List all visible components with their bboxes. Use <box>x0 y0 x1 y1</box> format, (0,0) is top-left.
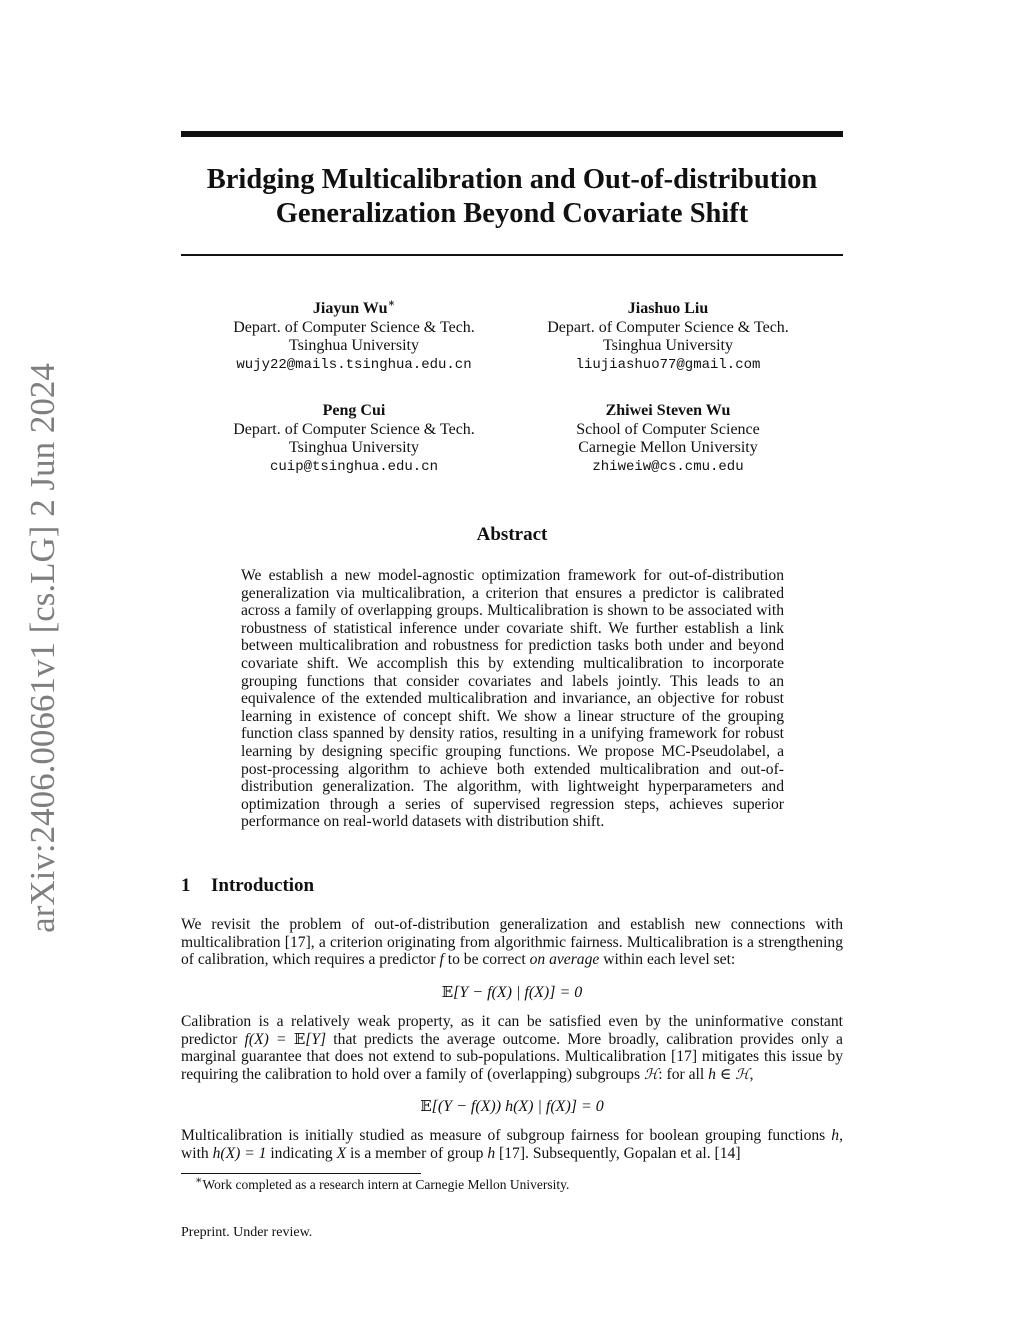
author-email: wujy22@mails.tsinghua.edu.cn <box>236 356 472 373</box>
author-affiliation: Depart. of Computer Science & Tech. <box>547 318 789 336</box>
author-block-1 <box>194 297 514 375</box>
section-heading <box>181 875 314 897</box>
footnote-mark: ∗ <box>195 1174 203 1187</box>
footnote-text: Work completed as a research intern at Carnegie Mellon University. <box>202 1177 570 1192</box>
preprint-notice: Preprint. Under review. <box>181 1225 313 1240</box>
abstract-text: We establish a new model-agnostic optimization framework for out-of-distribution generalization via multicalibration, a criterion that ensures a predictor is calibrated across a family of overlapping groups. Multicalibration is shown to be associated with robustness of statistical inference under covariate shift. We further establish a link between multicalibration and robustness for prediction tasks both under and beyond covariate shift. We accomplish this by extending multicalibration to incorporate grouping functions that consider covariates and labels jointly. This leads to an equivalence of the extended multicalibration and invariance, an objective for robust learning in existence of concept shift. We show a linear structure of the grouping function class spanned by density ratios, resulting in a unifying framework for robust learning by designing specific grouping functions. We propose MC-Pseudolabel, a post-processing algorithm to achieve both extended multicalibration and out-of-distribution generalization. The algorithm, with lightweight hyperparameters and optimization through a series of supervised regression steps, achieves superior performance on real-world datasets with distribution shift. <box>241 567 784 831</box>
equation-multicalibration: 𝔼[(Y − f(X)) h(X) | f(X)] = 0 <box>420 1097 604 1115</box>
footnote <box>195 1174 570 1193</box>
author-institution: Tsinghua University <box>289 337 419 354</box>
author-affiliation: Depart. of Computer Science & Tech. <box>233 318 475 336</box>
intro-paragraph-3: Multicalibration is initially studied as measure of subgroup fairness for boolean grouping functions h, with h(X) = 1 indicating X is a member of group h [17]. Subsequently, Gopalan et al. [14] <box>181 1127 843 1162</box>
author-affiliation: School of Computer Science <box>576 420 760 438</box>
title-line-1: Bridging Multicalibration and Out-of-distribution <box>206 164 818 195</box>
author-email: zhiweiw@cs.cmu.edu <box>592 458 744 475</box>
abstract-heading: Abstract <box>476 524 548 545</box>
author-institution: Tsinghua University <box>289 439 419 456</box>
author-institution: Carnegie Mellon University <box>578 439 758 456</box>
intro-paragraph-2: Calibration is a relatively weak property, as it can be satisfied even by the uninformative constant predictor f(X) = 𝔼[Y] that predicts the average outcome. More broadly, calibration provides only a marginal guarantee that does not extend to sub-populations. Multicalibration [17] mitigates this issue by requiring the calibration to hold over a family of (overlapping) subgroups ℋ: for all h ∈ ℋ, <box>181 1013 843 1083</box>
author-institution: Tsinghua University <box>603 337 733 354</box>
arxiv-identifier-stamp: arXiv:2406.00661v1 [cs.LG] 2 Jun 2024 <box>23 363 62 933</box>
paper-title <box>181 163 843 231</box>
equation-calibration: 𝔼[Y − f(X) | f(X)] = 0 <box>441 983 583 1001</box>
author-affiliation: Depart. of Computer Science & Tech. <box>233 420 475 438</box>
author-email: cuip@tsinghua.edu.cn <box>269 458 439 475</box>
author-block-2 <box>508 300 828 375</box>
title-line-2: Generalization Beyond Covariate Shift <box>275 198 749 229</box>
section-number: 1 <box>181 875 191 896</box>
author-name: Jiashuo Liu <box>627 300 709 317</box>
section-title: Introduction <box>211 875 315 896</box>
author-block-3 <box>194 402 514 477</box>
title-bottom-rule <box>181 254 843 256</box>
author-name: Zhiwei Steven Wu <box>605 402 731 419</box>
intro-paragraph-1: We revisit the problem of out-of-distribution generalization and establish new connections with multicalibration [17], a criterion originating from algorithmic fairness. Multicalibration is a strengthening of calibration, which requires a predictor f to be correct on average within each level set: <box>181 916 843 969</box>
author-name: Peng Cui <box>322 402 386 419</box>
author-block-4 <box>508 402 828 477</box>
title-top-rule <box>181 131 843 137</box>
footnote-rule <box>181 1173 421 1174</box>
author-footnote-mark: ∗ <box>387 297 396 310</box>
author-email: liujiashuo77@gmail.com <box>575 356 761 373</box>
author-name: Jiayun Wu∗ <box>312 297 396 317</box>
